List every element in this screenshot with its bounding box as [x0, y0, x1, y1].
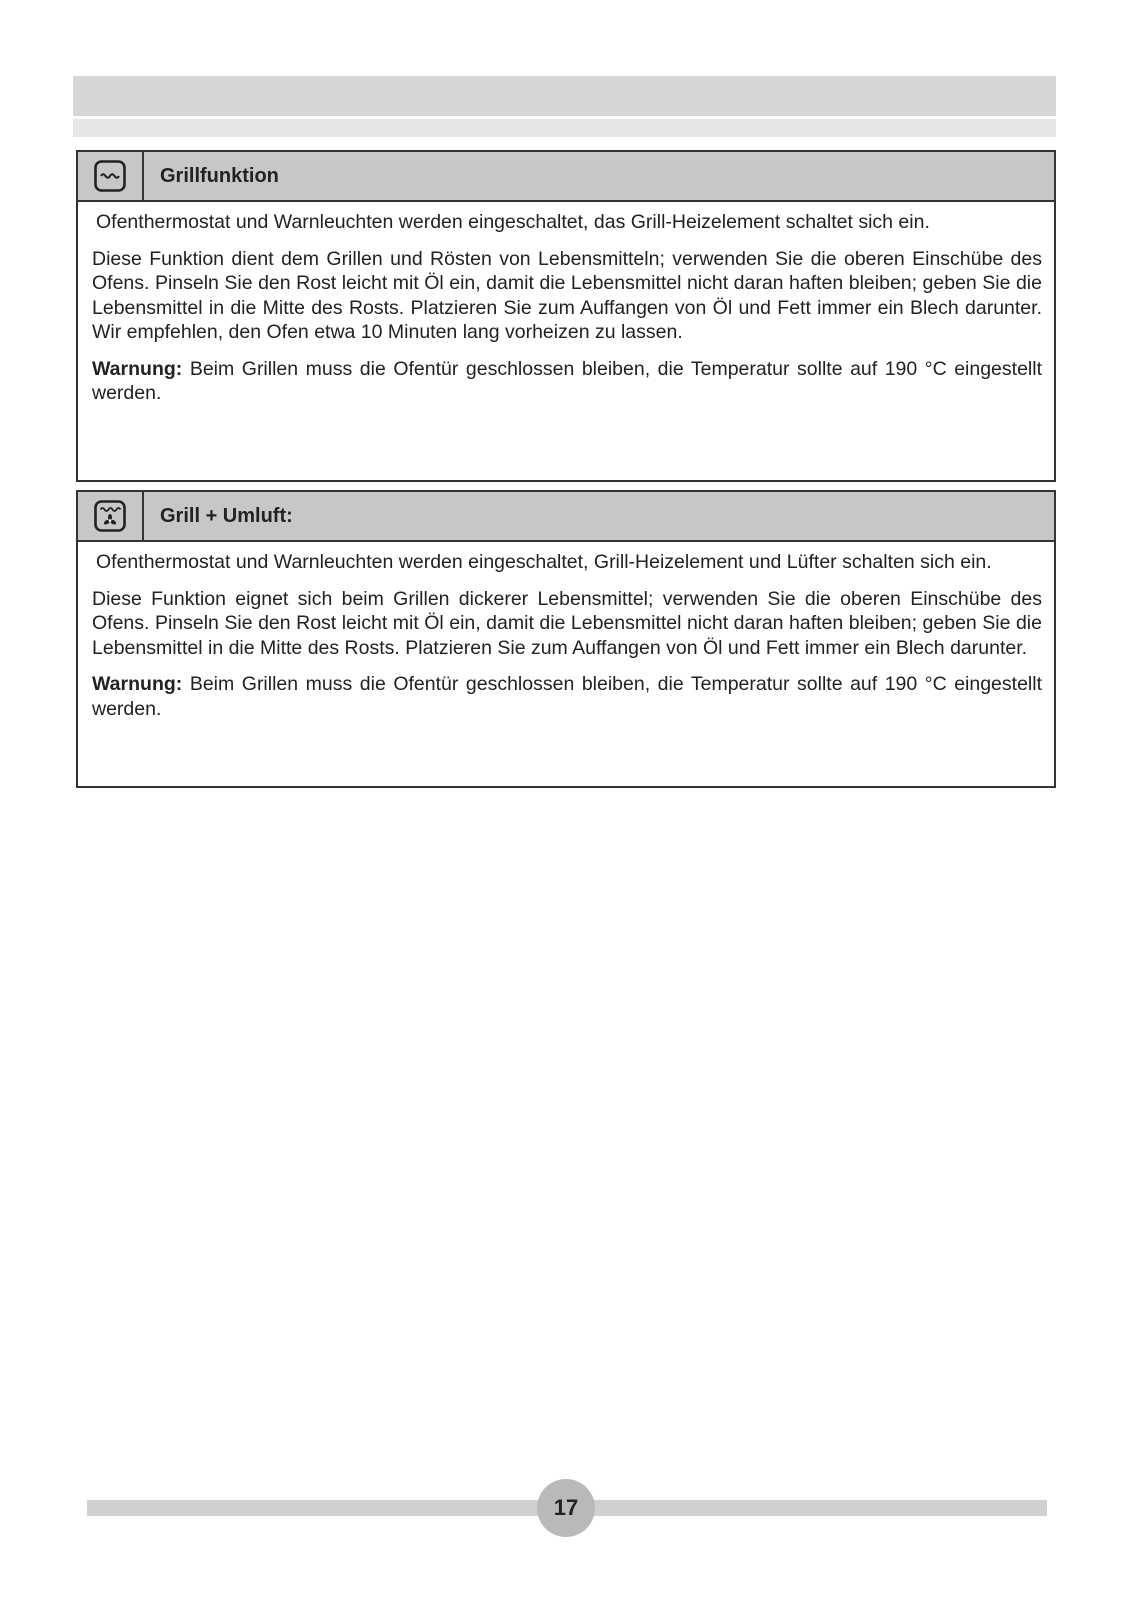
section-body — [78, 542, 1054, 721]
warning-paragraph — [92, 672, 1042, 721]
description-text: Diese Funktion dient dem Grillen und Rösten von Lebensmitteln; verwenden Sie die oberen Einschübe des Ofens. Pinseln Sie den Rost leicht mit Öl ein, damit die Lebensmittel nicht daran haften bleiben; geben Sie die Lebensmittel in die Mitte des Rosts. Platzieren Sie zum Auffangen von Öl und Fett immer ein Blech darunter. Wir empfehlen, den Ofen etwa 10 Minuten lang vorheizen zu lassen. — [92, 247, 1042, 343]
intro-text: Ofenthermostat und Warnleuchten werden eingeschaltet, das Grill-Heizelement schaltet sich ein. — [96, 211, 930, 233]
section-body — [78, 202, 1054, 406]
grill-fan-icon — [93, 499, 127, 533]
icon-cell — [78, 492, 144, 540]
warning-text: Beim Grillen muss die Ofentür geschlossen bleiben, die Temperatur sollte auf 190 °C eingestellt werden. — [92, 673, 1042, 720]
section-grillfunktion — [76, 150, 1056, 482]
description-text: Diese Funktion eignet sich beim Grillen dickerer Lebensmittel; verwenden Sie die oberen Einschübe des Ofens. Pinseln Sie den Rost leicht mit Öl ein, damit die Lebensmittel nicht daran haften bleiben; geben Sie die Lebensmittel in die Mitte des Rosts. Platzieren Sie zum Auffangen von Öl und Fett immer ein Blech darunter. — [92, 587, 1042, 659]
warning-label: Warnung: — [92, 357, 183, 380]
section-header — [78, 492, 1054, 542]
icon-cell — [78, 152, 144, 200]
grill-icon — [93, 159, 127, 193]
header-band — [73, 76, 1056, 116]
page-number: 17 — [537, 1479, 595, 1537]
intro-text: Ofenthermostat und Warnleuchten werden eingeschaltet, Grill-Heizelement und Lüfter schalten sich ein. — [96, 551, 992, 573]
header-subband — [73, 119, 1056, 137]
section-title: Grillfunktion — [160, 164, 279, 187]
section-header — [78, 152, 1054, 202]
warning-paragraph — [92, 357, 1042, 406]
section-title: Grill + Umluft: — [160, 504, 293, 527]
section-grill-umluft — [76, 490, 1056, 788]
warning-text: Beim Grillen muss die Ofentür geschlossen bleiben, die Temperatur sollte auf 190 °C eingestellt werden. — [92, 357, 1042, 404]
warning-label: Warnung: — [92, 673, 183, 695]
